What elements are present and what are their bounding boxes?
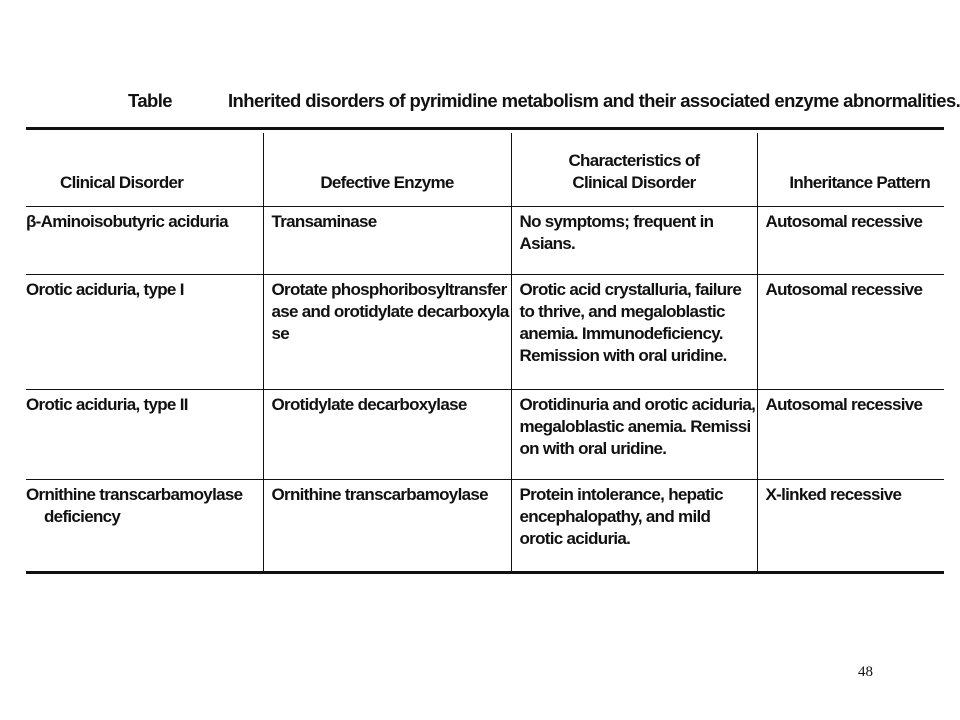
cell-inheritance: Autosomal recessive <box>757 206 944 274</box>
top-rule <box>26 127 944 130</box>
page-number: 48 <box>858 664 873 680</box>
header-defective-enzyme: Defective Enzyme <box>263 133 511 206</box>
table-row <box>26 206 944 274</box>
cell-characteristics: Orotic acid crystalluria, failure to thrive, and megaloblastic anemia. Immunodeficiency. Remission with oral uridine. <box>511 274 757 389</box>
cell-characteristics: No symptoms; frequent in Asians. <box>511 206 757 274</box>
disorders-table <box>26 133 944 577</box>
header-clinical-disorder: Clinical Disorder <box>60 172 184 192</box>
cell-disorder: Orotic aciduria, type I <box>26 279 184 299</box>
cell-enzyme: Orotidylate decarboxylase <box>263 389 511 479</box>
cell-disorder: Orotic aciduria, type II <box>26 394 188 414</box>
header-characteristics: Characteristics of Clinical Disorder <box>511 133 757 206</box>
header-inheritance-pattern: Inheritance Pattern <box>757 133 944 206</box>
caption-title: Inherited disorders of pyrimidine metabolism and their associated enzyme abnormalities. <box>228 90 960 111</box>
header-row <box>26 133 944 206</box>
table-row <box>26 479 944 572</box>
cell-enzyme: Ornithine transcarbamoylase <box>263 479 511 572</box>
cell-enzyme: Orotate phosphoribosyltransferase and orotidylate decarboxylase <box>263 274 511 389</box>
cell-inheritance: Autosomal recessive <box>757 389 944 479</box>
cell-inheritance: Autosomal recessive <box>757 274 944 389</box>
cell-inheritance: X-linked recessive <box>757 479 944 572</box>
table-caption <box>128 90 960 112</box>
caption-label: Table <box>128 90 172 111</box>
cell-characteristics: Orotidinuria and orotic aciduria, megaloblastic anemia. Remission with oral uridine. <box>511 389 757 479</box>
table-row <box>26 274 944 389</box>
cell-characteristics: Protein intolerance, hepatic encephalopathy, and mild orotic aciduria. <box>511 479 757 572</box>
table-row <box>26 389 944 479</box>
cell-enzyme: Transaminase <box>263 206 511 274</box>
cell-disorder: β-Aminoisobutyric aciduria <box>26 211 228 231</box>
cell-disorder: Ornithine transcarbamoylase deficiency <box>26 484 243 526</box>
